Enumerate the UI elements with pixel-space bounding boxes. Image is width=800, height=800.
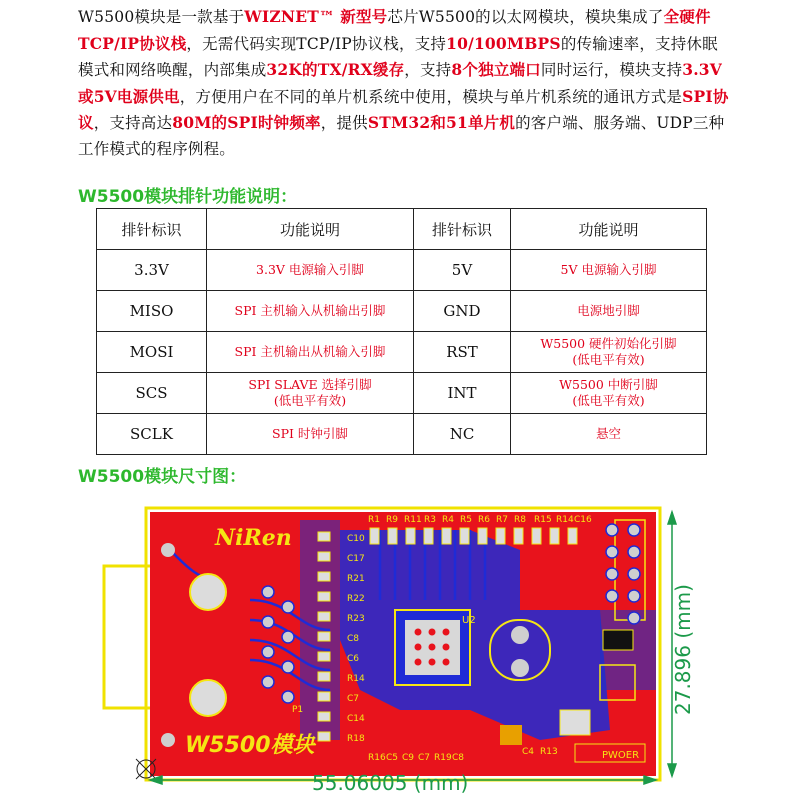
intro-highlight: 全硬件TCP/IP协议栈 [78,7,711,53]
part-label: R19 [434,753,452,763]
intro-highlight: 32K的TX/RX缓存 [266,60,405,79]
part-label: R5 [460,515,472,525]
crystal-pad [511,626,529,644]
pin-name: SCLK [97,414,207,455]
intro-highlight: 8个独立端口 [451,60,541,79]
intro-text: 的客户端、服务端、UDP三种工作模式的程序例程。 [78,114,725,158]
chip-vias [415,629,450,666]
pcb-illustration [0,490,800,800]
intro-highlight: 10/100MBPS [446,33,561,53]
pin-function: 5V 电源输入引脚 [511,250,707,291]
intro-highlight: 80M的SPI时钟频率 [172,113,321,132]
pin-name: SCS [97,373,207,414]
part-label: C10 [347,534,365,544]
pin-function-table [96,208,707,455]
header-function: 功能说明 [207,209,414,250]
pin-name: NC [414,414,511,455]
pin-name: RST [414,332,511,373]
part-label: R11 [404,515,422,525]
via-pad [161,733,175,747]
connector-label: P1 [292,705,304,715]
intro-text: ，支持 [404,61,452,79]
header-pin-label: 排针标识 [97,209,207,250]
part-label: C8 [347,634,360,644]
module-label: W5500模块 [185,733,315,758]
part-label: C9 [402,753,415,763]
part-label: C7 [418,753,431,763]
intro-highlight: 3.3V或5V电源供电 [78,60,722,106]
pin-function: SPI 主机输入从机输出引脚 [207,291,414,332]
part-label: R3 [424,515,436,525]
intro-highlight: STM32和51单片机 [367,113,516,132]
part-label: C17 [347,554,365,564]
part-label: R14 [556,515,574,525]
crystal-pad [511,659,529,677]
mounting-hole [190,574,226,610]
intro-paragraph [78,4,730,162]
pin-name: GND [414,291,511,332]
pin-name: 3.3V [97,250,207,291]
part-label: R14 [347,674,365,684]
intro-highlight: WIZNET™ 新型号 [244,7,388,26]
part-label: C4 [522,747,535,757]
part-label: C8 [452,753,465,763]
intro-text: 芯片W5500的以太网模块，模块集成了 [387,8,664,26]
size-section-heading: W5500模块尺寸图： [78,467,247,487]
part-label: R7 [496,515,508,525]
pin-name: MISO [97,291,207,332]
inductor [560,710,590,735]
pin-function: 电源地引脚 [511,291,707,332]
part-label: C7 [347,694,360,704]
capacitor-c2 [603,630,633,650]
part-label: R15 [534,515,552,525]
part-label: R23 [347,614,365,624]
part-label: R22 [347,594,365,604]
intro-text: 同时运行，模块支持 [540,61,683,79]
part-label: R18 [347,734,365,744]
board-dimension-drawing [0,490,800,800]
part-label: R16 [368,753,386,763]
chip-label: U2 [462,615,476,626]
pin-name: 5V [414,250,511,291]
table-row [97,332,707,373]
table-row [97,291,707,332]
brand-logo: NiRen [215,525,292,551]
table-row [97,373,707,414]
part-label: R13 [540,747,558,757]
pin-function: 3.3V 电源输入引脚 [207,250,414,291]
table-row [97,250,707,291]
table-header-row [97,209,707,250]
header-pin-label: 排针标识 [414,209,511,250]
intro-highlight: SPI协议 [78,86,729,132]
intro-text: ，提供 [320,114,368,132]
mounting-hole [190,680,226,716]
pin-name: MOSI [97,332,207,373]
intro-text: ，支持高达 [93,114,173,132]
pin-function: 悬空 [511,414,707,455]
pin-function: SPI 时钟引脚 [207,414,414,455]
via-pad [161,543,175,557]
height-dimension-label: 27.896 (mm) [671,584,695,715]
pin-name: INT [414,373,511,414]
part-label: R4 [442,515,454,525]
header-function: 功能说明 [511,209,707,250]
pin-function: SPI 主机输出从机输入引脚 [207,332,414,373]
intro-text: W5500模块是一款基于 [78,8,245,26]
part-label: C6 [347,654,360,664]
pin-function: W5500 中断引脚 (低电平有效) [511,373,707,414]
part-label: R8 [514,515,526,525]
intro-text: ，方便用户在不同的单片机系统中使用，模块与单片机系统的通讯方式是 [179,87,683,106]
part-label: C14 [347,714,365,724]
power-label: PWOER [602,750,640,761]
pin-function: SPI SLAVE 选择引脚 (低电平有效) [207,373,414,414]
part-label: R1 [368,515,380,525]
intro-text: 的传输速率，支持休眠模式和网络唤醒，内部集成 [78,34,718,79]
pin-section-heading: W5500模块排针功能说明： [78,187,298,207]
part-label: C5 [386,753,399,763]
part-label: R6 [478,515,490,525]
led-pad [500,725,522,745]
intro-text: ，无需代码实现TCP/IP协议栈，支持 [186,34,447,53]
table-row [97,414,707,455]
part-label: R21 [347,574,365,584]
width-dimension-label: 55.06005 (mm) [312,771,469,795]
part-label: C16 [574,515,592,525]
pin-function: W5500 硬件初始化引脚 (低电平有效) [511,332,707,373]
part-label: R9 [386,515,398,525]
